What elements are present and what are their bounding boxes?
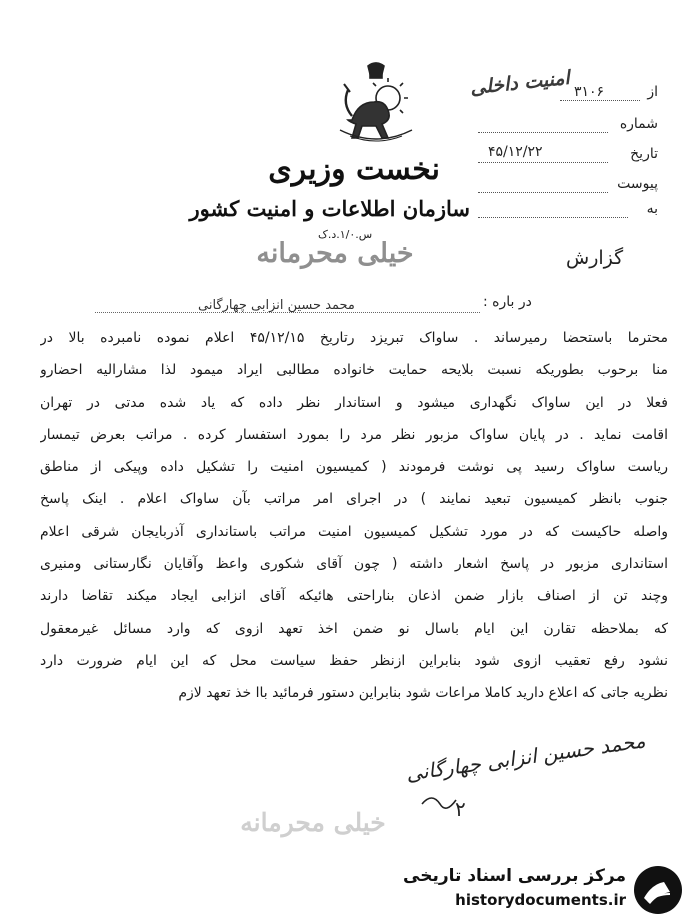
body-line: نشود رفع تعقیب ازوی شود بنابراین ازنظر حفظ سیاست محل که این ایام ضرورت دارد — [40, 652, 668, 669]
subject-label: در باره : — [483, 294, 532, 310]
date-value: ۴۵/۱۲/۲۲ — [488, 144, 543, 160]
watermark — [403, 862, 690, 918]
body-line: منا برحوب بطوریکه نسبت بلایحه حمایت خانواده مطالبی ایراد میمود لذا مشارالیه احضارو — [40, 362, 668, 379]
ministry-title: نخست وزیری — [268, 152, 440, 187]
body-line: جنوب بانظر کمیسیون تبعید نمایند ) در اجرای امر مراتب بآن ساواک اعلام . اینک پاسخ — [40, 491, 668, 508]
body-line: وچند تن از اصناف بازار ضمن اذعان بناراحتی هائیکه آقای انزابی ایجاد میکند تقاضا دارند — [40, 588, 668, 605]
from-value: ۳۱۰۶ — [574, 84, 605, 100]
body-line: فعلا در این ساواک نگهداری میشود و استاندار نظر داده که یاد شده مدتی در تهران — [40, 394, 668, 411]
date-line — [478, 162, 608, 163]
report-label: گزارش — [566, 247, 624, 269]
watermark-name: مرکز بررسی اسناد تاریخی — [403, 866, 626, 886]
watermark-url: historydocuments.ir — [455, 891, 626, 909]
book-logo-icon — [632, 864, 684, 916]
report-body — [40, 322, 668, 710]
reference-code: س.۱/۰.د.ک — [318, 228, 373, 241]
handwritten-signature: محمد حسین انزابی چهارگانی — [404, 728, 647, 786]
to-line — [478, 217, 628, 218]
footer-classification-stamp: خیلی محرمانه — [240, 808, 386, 837]
signature-flourish-icon — [420, 790, 460, 816]
body-line: نظریه جاتی که اعلاع دارید کاملا مراعات شود بنابراین دستور فرمائید باا خذ تعهد لازم — [178, 685, 668, 702]
body-line: که بملاحظه تقارن این ایام باسال نو ضمن اخذ تعهد ازوی که وارد مسائل غیرمعقول — [40, 620, 668, 637]
lion-and-sun-emblem-icon — [330, 60, 422, 152]
from-line — [560, 100, 640, 101]
number-line — [478, 132, 608, 133]
body-line: استانداری مزبور در پاسخ اشعار داشته ( چون آقای شکوری واعظ وآقایان نگارستانی ومنیری — [40, 556, 668, 573]
attachment-label: پیوست — [617, 176, 658, 192]
date-label: تاریخ — [630, 146, 658, 162]
from-label: از — [647, 84, 658, 100]
body-line: محترما باستحضا رمیرساند . ساواک تبریزد رتاریخ ۴۵/۱۲/۱۵ اعلام نموده نامبرده بالا در — [40, 330, 668, 346]
body-line: ریاست ساواک رسید پی نوشت فرمودند ( کمیسیون امنیت را تشکیل داده وپیکی از مناطق — [40, 459, 668, 476]
attachment-line — [478, 192, 608, 193]
classification-stamp: خیلی محرمانه — [256, 238, 414, 269]
handwritten-department-note: امنیت داخلی — [469, 66, 571, 100]
number-label: شماره — [619, 116, 658, 132]
body-line: واصله حاکیست که در مورد تشکیل کمیسیون امنیت مراتب باستانداری آذربایجان شرقی اعلام — [40, 523, 668, 540]
to-label: به — [646, 201, 658, 217]
signature-mark: ۲ — [455, 797, 466, 821]
subject-value: محمد حسین انزابی چهارگانی — [198, 298, 355, 313]
organization-subtitle: سازمان اطلاعات و امنیت کشور — [189, 196, 470, 221]
body-line: اقامت نماید . در پایان ساواک مزبور نظر مرد را بمورد استفسار کرده . مراتب بعرض تیمسار — [40, 426, 668, 443]
